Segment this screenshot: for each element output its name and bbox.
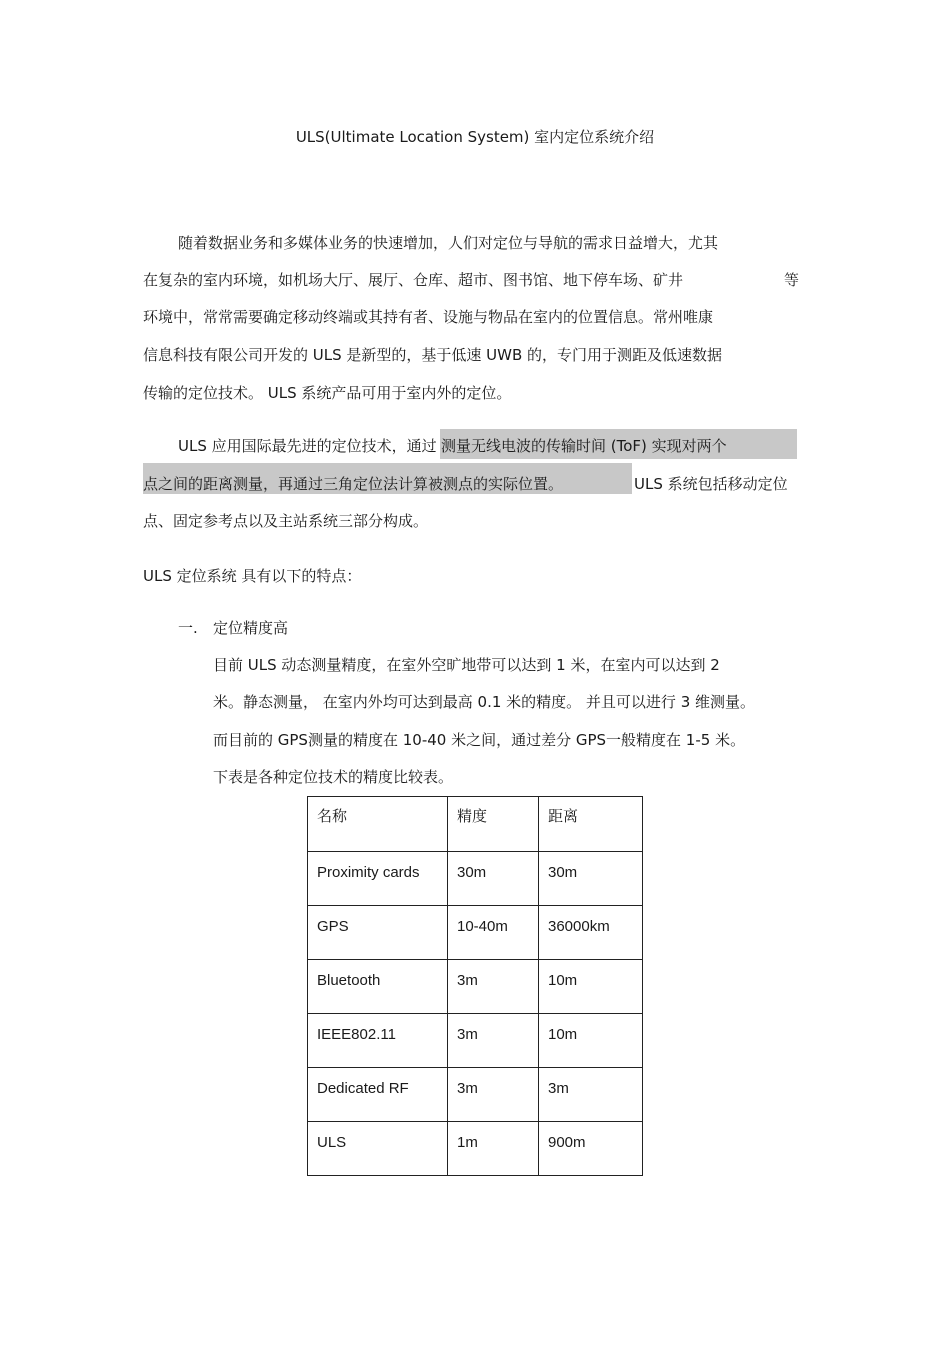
table-row [308,1014,643,1068]
table-cell: 10m [539,1014,643,1068]
para1-line5: 传输的定位技术。 ULS 系统产品可用于室内外的定位。 [143,384,512,402]
section1-line1: 目前 ULS 动态测量精度，在室外空旷地带可以达到 1 米，在室内可以达到 2 [213,656,720,674]
table-cell: 36000km [539,906,643,960]
para2-line1-start: ULS 应用国际最先进的定位技术，通过 [178,437,437,455]
section1-line3: 而目前的 GPS测量的精度在 10-40 米之间，通过差分 GPS一般精度在 1-5 米。 [213,731,746,749]
table-cell: 3m [448,1014,539,1068]
para1-line2-end: 等 [784,271,800,289]
table-cell: 30m [539,852,643,906]
table-row [308,1122,643,1176]
para2-line2-end: ULS 系统包括移动定位 [634,475,788,493]
table-row [308,906,643,960]
table-cell: Bluetooth [308,960,448,1014]
para1-line2: 在复杂的室内环境，如机场大厅、展厅、仓库、超市、图书馆、地下停车场、矿井 [143,271,684,289]
table-cell: Dedicated RF [308,1068,448,1122]
table-header-row [308,797,643,852]
table-row [308,960,643,1014]
table-cell: 900m [539,1122,643,1176]
table-cell: 30m [448,852,539,906]
table-header-cell: 精度 [448,797,539,852]
table-cell: 1m [448,1122,539,1176]
para1-line4: 信息科技有限公司开发的 ULS 是新型的，基于低速 UWB 的，专门用于测距及低速数据 [143,346,723,364]
table-cell: 3m [539,1068,643,1122]
para1-line3: 环境中，常常需要确定移动终端或其持有者、设施与物品在室内的位置信息。常州唯康 [143,308,714,326]
table-header-cell: 距离 [539,797,643,852]
para2-line3: 点、固定参考点以及主站系统三部分构成。 [143,512,429,530]
table-cell: 10-40m [448,906,539,960]
para1-line1: 随着数据业务和多媒体业务的快速增加，人们对定位与导航的需求日益增大，尤其 [178,234,719,252]
table-header-cell: 名称 [308,797,448,852]
section1-line2: 米。静态测量， 在室内外均可达到最高 0.1 米的精度。 并且可以进行 3 维测量。 [213,693,756,711]
table-cell: 10m [539,960,643,1014]
table-cell: GPS [308,906,448,960]
document-title: ULS(Ultimate Location System) 室内定位系统介绍 [295,128,655,146]
table-cell: ULS [308,1122,448,1176]
table-cell: Proximity cards [308,852,448,906]
table-cell: 3m [448,960,539,1014]
features-intro: ULS 定位系统 具有以下的特点： [143,567,362,585]
table-row [308,852,643,906]
para2-line2-highlighted: 点之间的距离测量，再通过三角定位法计算被测点的实际位置。 [143,475,564,493]
section1-heading: 定位精度高 [213,619,289,637]
accuracy-comparison-table [307,796,643,1176]
table-cell: IEEE802.11 [308,1014,448,1068]
section1-line4: 下表是各种定位技术的精度比较表。 [213,768,454,786]
section1-number: 一. [178,619,198,637]
para2-line1-highlighted: 测量无线电波的传输时间 (ToF) 实现对两个 [441,437,727,455]
table-cell: 3m [448,1068,539,1122]
table-row [308,1068,643,1122]
